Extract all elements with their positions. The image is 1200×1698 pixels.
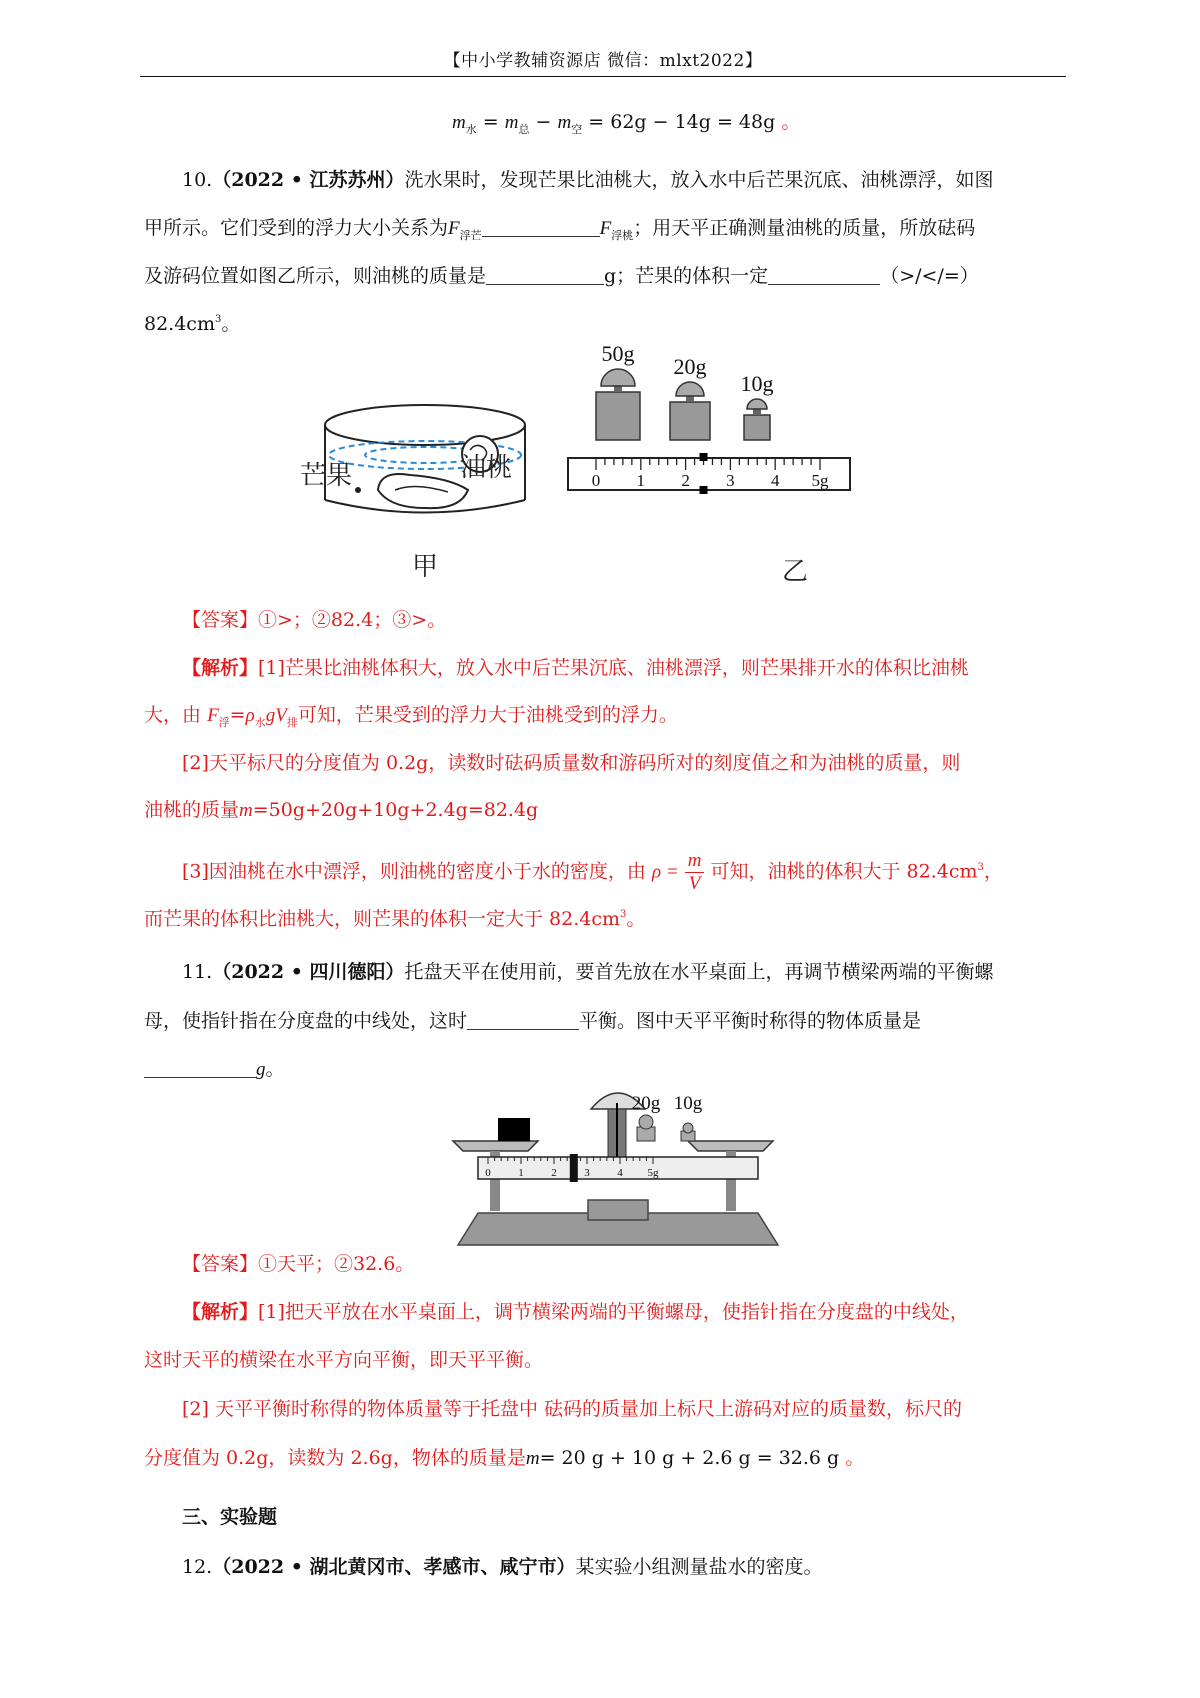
ruler11-tick-label: 5g bbox=[647, 1167, 659, 1179]
weight-label-1: 20g bbox=[673, 354, 707, 379]
q10-line1: 10.（2022 • 江苏苏州）洗水果时，发现芒果比油桃大，放入水中后芒果沉底、油桃漂浮，如图 bbox=[182, 169, 994, 191]
object-block bbox=[498, 1118, 530, 1141]
ruler-tick-label: 1 bbox=[636, 471, 646, 490]
ruler11-tick-label: 0 bbox=[485, 1167, 491, 1179]
q10-exp1-a: 【解析】[1]芒果比油桃体积大，放入水中后芒果沉底、油桃漂浮，则芒果排开水的体积比油桃 bbox=[182, 657, 969, 679]
formula-water-mass: $m_水 = m_总 - m_空 = 62g - 14g = 48g$ 。 bbox=[452, 111, 801, 136]
label-peach: 油桃 bbox=[460, 452, 513, 482]
weight-label-2: 10g bbox=[740, 371, 774, 396]
page-header: 【中小学教辅资源店 微信：mlxt2022】 bbox=[443, 51, 763, 71]
weight11-0 bbox=[632, 1093, 661, 1141]
q10-exp1-b: 大，由 $F_浮=\rho_水gV_排$可知，芒果受到的浮力大于油桃受到的浮力。 bbox=[144, 704, 678, 729]
q11-exp1-a: 【解析】[1]把天平放在水平桌面上，调节横梁两端的平衡螺母，使指针指在分度盘的中线处， bbox=[182, 1301, 969, 1323]
ruler11-tick-label: 3 bbox=[584, 1167, 590, 1179]
weights-group-11 bbox=[632, 1093, 703, 1141]
q10-exp2-b: 油桃的质量m=50g+20g+10g+2.4g=82.4g bbox=[144, 799, 539, 821]
caption-yi: 乙 bbox=[782, 556, 809, 586]
header-rule bbox=[140, 76, 1066, 77]
q10-blank-2[interactable] bbox=[486, 266, 604, 285]
ruler11-tick-label: 4 bbox=[617, 1167, 623, 1179]
rider11 bbox=[570, 1154, 578, 1182]
q11-blank-2[interactable] bbox=[144, 1059, 256, 1078]
q11-line1: 11.（2022 • 四川德阳）托盘天平在使用前，要首先放在水平桌面上，再调节横梁两端的平衡螺 bbox=[182, 961, 994, 983]
q10-line3: 及游码位置如图乙所示，则油桃的质量是 g；芒果的体积一定 （>/</=） bbox=[144, 265, 979, 287]
weight-2 bbox=[741, 371, 774, 440]
q11-exp2-b: 分度值为 0.2g，读数为 2.6g，物体的质量是m= 20 g + 10 g + 2.6 g = 32.6 g 。 bbox=[144, 1447, 865, 1469]
label-mango: 芒果 bbox=[300, 460, 353, 490]
rider-top bbox=[700, 453, 708, 461]
q10-blank-1[interactable] bbox=[482, 218, 600, 237]
figure-10 bbox=[300, 341, 940, 590]
q11-line2: 母，使指针指在分度盘的中线处，这时 平衡。图中天平平衡时称得的物体质量是 bbox=[144, 1010, 922, 1032]
q10-exp2-a: [2]天平标尺的分度值为 0.2g，读数时砝码质量数和游码所对的刻度值之和为油桃的质量，则 bbox=[182, 752, 961, 774]
weight-1 bbox=[670, 354, 710, 440]
q11-answer: 【答案】①天平；②32.6。 bbox=[182, 1253, 415, 1275]
ruler-tick-label: 0 bbox=[591, 471, 601, 490]
weights-group bbox=[596, 341, 774, 440]
weight-0 bbox=[596, 341, 640, 440]
q11-blank-1[interactable] bbox=[467, 1011, 579, 1030]
weight-label-0: 50g bbox=[601, 341, 635, 366]
q10-blank-3[interactable] bbox=[768, 266, 880, 285]
mango-icon bbox=[355, 474, 468, 508]
q10-exp3-a: [3]因油桃在水中漂浮，则油桃的密度小于水的密度，由 ρ = $\frac{m}{V}$ 可知，油桃的体积大于 $82.4cm^3$， bbox=[182, 850, 1003, 894]
ruler11-tick-label: 1 bbox=[518, 1167, 524, 1179]
rider-bottom bbox=[700, 486, 708, 494]
balance-ruler bbox=[568, 453, 850, 494]
ruler11-tick-label: 2 bbox=[551, 1167, 557, 1179]
q10-exp3-b: 而芒果的体积比油桃大，则芒果的体积一定大于 $82.4cm^3$。 bbox=[144, 908, 646, 930]
ruler-tick-label: 4 bbox=[770, 471, 780, 490]
q10-line2: 甲所示。它们受到的浮力大小关系为$F_{浮芒}$ $F_{浮桃}$；用天平正确测量油桃的质量，所放砝码 bbox=[144, 217, 976, 242]
weight11-label-1: 10g bbox=[673, 1093, 703, 1114]
ruler-tick-label: 2 bbox=[681, 471, 690, 490]
q10-answer: 【答案】①>；②82.4；③>。 bbox=[182, 609, 447, 631]
weight11-1 bbox=[674, 1093, 703, 1141]
q11-exp1-b: 这时天平的横梁在水平方向平衡，即天平平衡。 bbox=[144, 1349, 544, 1371]
weight11-label-0: 20g bbox=[631, 1093, 661, 1114]
ruler-tick-label: 3 bbox=[726, 471, 735, 490]
balance-ruler-11 bbox=[478, 1154, 758, 1182]
q10-line4: $82.4cm^3$。 bbox=[144, 313, 241, 335]
ruler-tick-label: 5g bbox=[811, 471, 829, 490]
section-title: 三、实验题 bbox=[182, 1506, 278, 1528]
caption-jia: 甲 bbox=[412, 551, 439, 581]
q12-line1: 12.（2022 • 湖北黄冈市、孝感市、咸宁市）某实验小组测量盐水的密度。 bbox=[182, 1556, 823, 1578]
q11-exp2-a: [2] 天平平衡时称得的物体质量等于托盘中 砝码的质量加上标尺上游码对应的质量数，标尺的 bbox=[182, 1398, 962, 1420]
q11-line3: g。 bbox=[144, 1057, 285, 1082]
figure-11 bbox=[448, 1085, 788, 1245]
